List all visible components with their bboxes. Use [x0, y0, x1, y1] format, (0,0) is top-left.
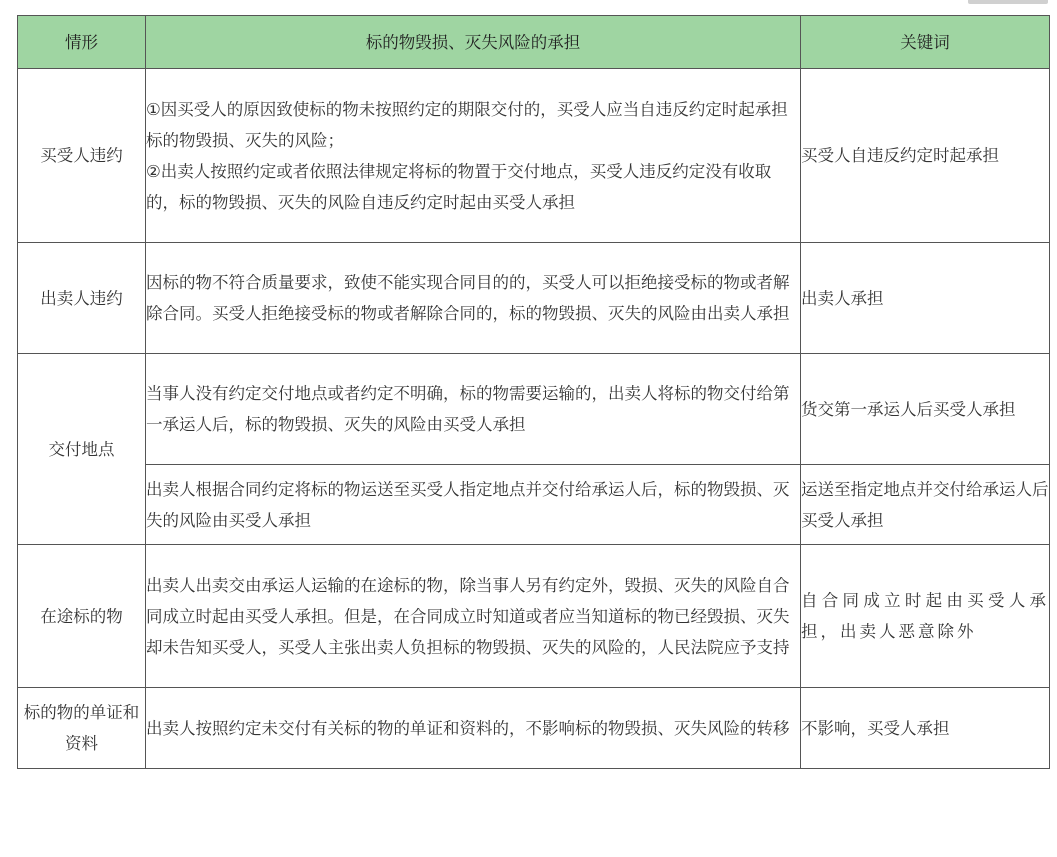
- table-row: [18, 545, 1050, 688]
- header-keyword: 关键词: [801, 16, 1050, 69]
- rule-cell: 出卖人根据合同约定将标的物运送至买受人指定地点并交付给承运人后，标的物毁损、灭失的风险由买受人承担: [146, 465, 801, 545]
- keyword-cell: 出卖人承担: [801, 243, 1050, 354]
- rule-cell: 出卖人出卖交由承运人运输的在途标的物，除当事人另有约定外，毁损、灭失的风险自合同成立时起由买受人承担。但是，在合同成立时知道或者应当知道标的物已经毁损、灭失却未告知买受人，买受人主张出卖人负担标的物毁损、灭失的风险的，人民法院应予支持: [146, 545, 801, 688]
- rule-cell: 当事人没有约定交付地点或者约定不明确，标的物需要运输的，出卖人将标的物交付给第一承运人后，标的物毁损、灭失的风险由买受人承担: [146, 354, 801, 465]
- header-risk-rule: 标的物毁损、灭失风险的承担: [146, 16, 801, 69]
- page-corner-decoration: [968, 0, 1048, 4]
- keyword-cell: 货交第一承运人后买受人承担: [801, 354, 1050, 465]
- rule-cell: [146, 69, 801, 243]
- situation-cell: 买受人违约: [18, 69, 146, 243]
- table-row: [18, 688, 1050, 769]
- table-row: [18, 243, 1050, 354]
- rule-cell: 出卖人按照约定未交付有关标的物的单证和资料的，不影响标的物毁损、灭失风险的转移: [146, 688, 801, 769]
- table-row: [18, 69, 1050, 243]
- rule-clause-2: ②出卖人按照约定或者依照法律规定将标的物置于交付地点，买受人违反约定没有收取的，标的物毁损、灭失的风险自违反约定时起由买受人承担: [146, 161, 772, 212]
- situation-cell: 在途标的物: [18, 545, 146, 688]
- situation-cell: 交付地点: [18, 354, 146, 545]
- keyword-cell: 不影响，买受人承担: [801, 688, 1050, 769]
- keyword-cell: 运送至指定地点并交付给承运人后买受人承担: [801, 465, 1050, 545]
- situation-cell: 标的物的单证和资料: [18, 688, 146, 769]
- rule-clause-1: ①因买受人的原因致使标的物未按照约定的期限交付的，买受人应当自违反约定时起承担标的物毁损、灭失的风险；: [146, 99, 788, 150]
- table-row: [18, 465, 1050, 545]
- rule-cell: 因标的物不符合质量要求，致使不能实现合同目的的，买受人可以拒绝接受标的物或者解除合同。买受人拒绝接受标的物或者解除合同的，标的物毁损、灭失的风险由出卖人承担: [146, 243, 801, 354]
- situation-cell: 出卖人违约: [18, 243, 146, 354]
- table-header-row: [18, 16, 1050, 69]
- risk-bearing-table: [17, 15, 1050, 769]
- keyword-cell: 买受人自违反约定时起承担: [801, 69, 1050, 243]
- keyword-cell: 自合同成立时起由买受人承担，出卖人恶意除外: [801, 545, 1050, 688]
- table-row: [18, 354, 1050, 465]
- header-situation: 情形: [18, 16, 146, 69]
